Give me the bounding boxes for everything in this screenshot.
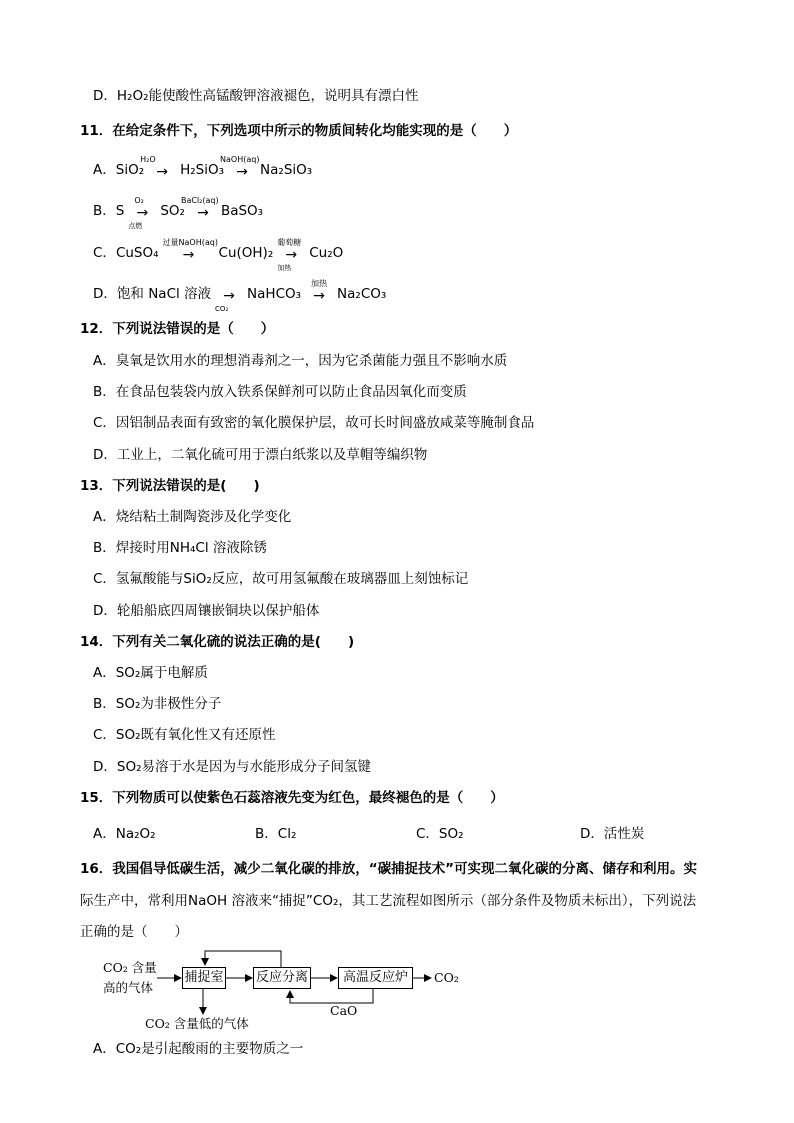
output-co2-label: CO₂ xyxy=(434,970,459,985)
q12-stem: 12．下列说法错误的是（ ） xyxy=(80,321,275,337)
q12-option-b: B．在食品包装袋内放入铁系保鲜剂可以防止食品因氧化而变质 xyxy=(93,384,467,400)
option-label: B． xyxy=(93,203,116,219)
q16-option-a: A．CO₂是引起酸雨的主要物质之一 xyxy=(93,1041,304,1057)
option-label: C． xyxy=(93,245,116,261)
condition-label: 葡萄糖 xyxy=(277,238,302,247)
arrow-icon: → xyxy=(197,205,209,221)
furnace-box: 高温反应炉 xyxy=(338,967,413,989)
condition-label: CO₂ xyxy=(215,305,229,313)
reactant: S xyxy=(115,203,125,219)
condition-label: 加热 xyxy=(277,264,292,272)
recycle-arrow xyxy=(205,951,281,968)
arrow-icon: → xyxy=(223,288,235,304)
option-label: D． xyxy=(93,286,117,302)
reactant: SiO₂ xyxy=(115,162,145,178)
product: Na₂SiO₃ xyxy=(260,162,313,178)
product: Na₂CO₃ xyxy=(337,286,387,302)
reactant: 饱和 NaCl 溶液 xyxy=(116,286,212,302)
product: NaHCO₃ xyxy=(247,286,302,302)
condition-label: 过量NaOH(aq) xyxy=(162,238,218,247)
q16-stem-line2: 际生产中，常利用NaOH 溶液来“捕捉”CO₂，其工艺流程如图所示（部分条件及物质未标出），下列说法 xyxy=(80,893,697,909)
q15-option-a: A．Na₂O₂ xyxy=(93,826,156,842)
product: H₂SiO₃ xyxy=(180,162,225,178)
q14-option-c: C．SO₂既有氧化性又有还原性 xyxy=(93,727,276,743)
product: Cu(OH)₂ xyxy=(218,245,274,261)
arrow-icon: → xyxy=(285,247,298,263)
product: Cu₂O xyxy=(309,245,344,261)
q13-option-d: D．轮船船底四周镶嵌铜块以保护船体 xyxy=(93,603,320,619)
condition-label: 点燃 xyxy=(128,222,143,230)
q13-option-b: B．焊接时用NH₄Cl 溶液除锈 xyxy=(93,540,267,556)
product: BaSO₃ xyxy=(220,203,264,219)
reaction-separation-box: 反应分离 xyxy=(253,967,311,989)
q12-option-a: A．臭氧是饮用水的理想消毒剂之一，因为它杀菌能力强且不影响水质 xyxy=(93,353,508,369)
q16-stem-line3: 正确的是（ ） xyxy=(80,924,188,940)
q10-option-d: D．H₂O₂能使酸性高锰酸钾溶液褪色，说明具有漂白性 xyxy=(93,88,419,104)
q14-option-a: A．SO₂属于电解质 xyxy=(93,665,208,681)
product: SO₂ xyxy=(160,203,185,219)
capture-chamber-box: 捕捉室 xyxy=(182,967,226,989)
condition-label: NaOH(aq) xyxy=(220,155,260,164)
input-gas-label-2: 高的气体 xyxy=(103,980,154,995)
q11-stem: 11．在给定条件下，下列选项中所示的物质间转化均能实现的是（ ） xyxy=(80,123,518,139)
q15-option-b: B．Cl₂ xyxy=(255,826,297,842)
q15-stem: 15．下列物质可以使紫色石蕊溶液先变为红色，最终褪色的是（ ） xyxy=(80,790,504,806)
q14-option-b: B．SO₂为非极性分子 xyxy=(93,696,222,712)
arrow-icon: → xyxy=(136,205,149,221)
arrow-icon: → xyxy=(156,164,168,180)
q14-stem: 14．下列有关二氧化硫的说法正确的是( ) xyxy=(80,634,355,650)
q15-option-d: D．活性炭 xyxy=(580,826,645,842)
condition-label: H₂O xyxy=(140,155,156,164)
reactant: CuSO₄ xyxy=(115,245,159,261)
low-gas-label: CO₂ 含量低的气体 xyxy=(145,1016,249,1031)
q13-option-a: A．烧结粘土制陶瓷涉及化学变化 xyxy=(93,509,292,525)
q15-option-c: C．SO₂ xyxy=(416,826,464,842)
option-label: A． xyxy=(93,162,116,178)
input-gas-label-1: CO₂ 含量 xyxy=(103,960,157,975)
cao-label: CaO xyxy=(330,1003,358,1018)
arrow-icon: → xyxy=(236,164,248,180)
cao-return-arrow xyxy=(290,989,373,1003)
condition-label: 加热 xyxy=(311,279,328,288)
q14-option-d: D．SO₂易溶于水是因为与水能形成分子间氢键 xyxy=(93,759,372,775)
arrow-icon: → xyxy=(313,288,325,304)
q13-stem: 13．下列说法错误的是( ) xyxy=(80,478,260,494)
condition-label: BaCl₂(aq) xyxy=(180,196,219,205)
arrow-icon: → xyxy=(182,247,195,263)
q13-option-c: C．氢氟酸能与SiO₂反应，故可用氢氟酸在玻璃器皿上刻蚀标记 xyxy=(93,571,469,587)
q16-stem-line1: 16．我国倡导低碳生活，减少二氧化碳的排放，“碳捕捉技术”可实现二氧化碳的分离、储存和利用。实 xyxy=(80,861,698,877)
condition-label: O₂ xyxy=(134,196,144,205)
q12-option-d: D．工业上，二氧化硫可用于漂白纸浆以及草帽等编织物 xyxy=(93,447,428,463)
q12-option-c: C．因铝制品表面有致密的氧化膜保护层，故可长时间盛放咸菜等腌制食品 xyxy=(93,415,535,431)
